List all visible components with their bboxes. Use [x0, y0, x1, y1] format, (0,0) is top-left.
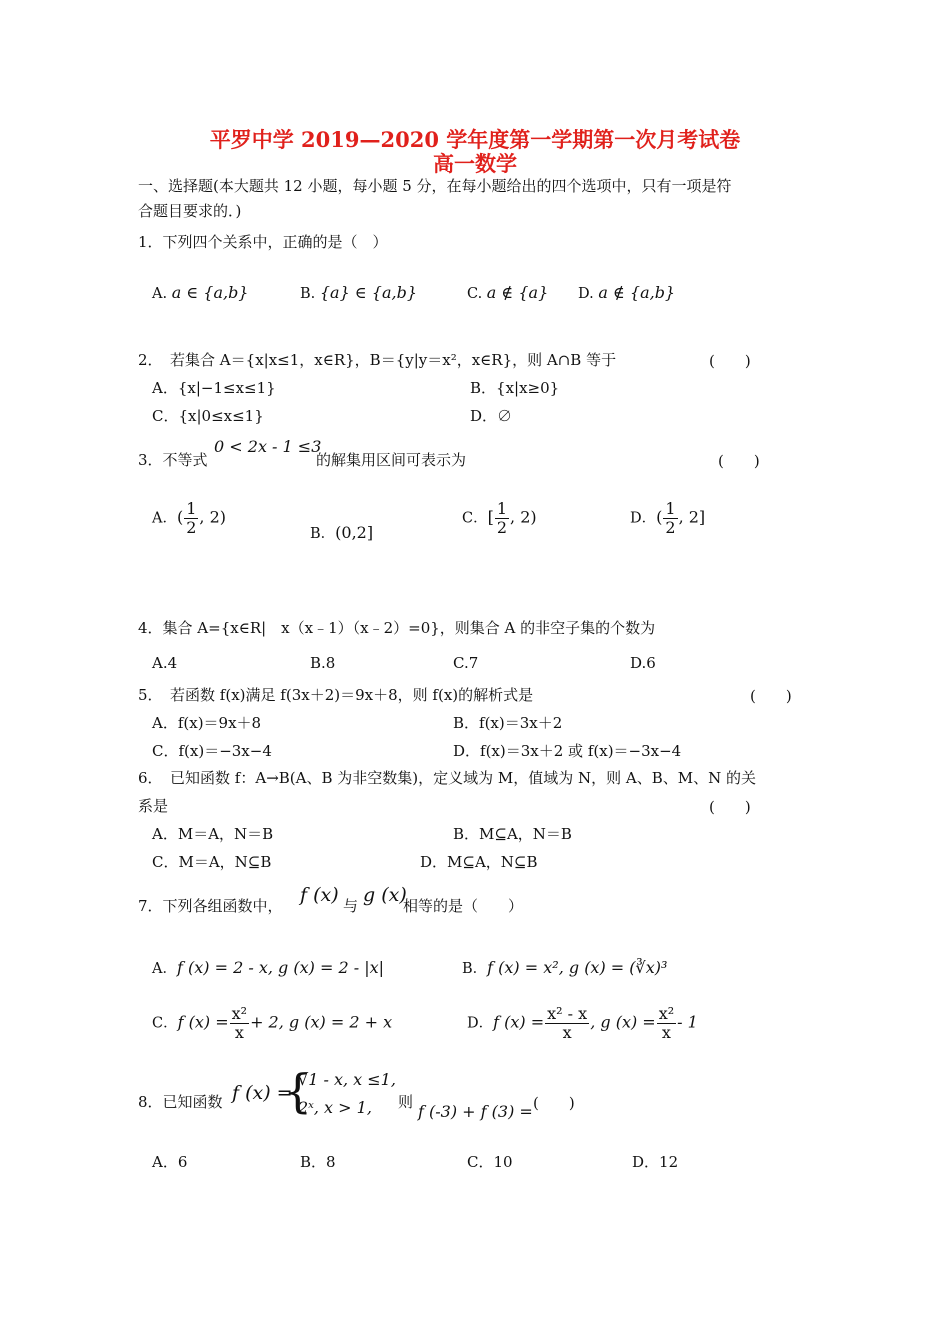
q5-option-a: A．f(x)＝9x＋8	[152, 714, 262, 732]
q7-g: g (x)	[363, 884, 407, 906]
q6-stem: 6． 已知函数 f：A→B(A、B 为非空数集)，定义域为 M，值域为 N，则 A、B、M、N 的关	[138, 769, 757, 787]
q8-case2: 2ˣ, x > 1,	[298, 1098, 372, 1117]
q7-option-b: B．f (x) = x², g (x) = (∛x)³	[462, 958, 668, 977]
q3-option-a: A．( $\frac{1}{2}$ , 2)	[152, 499, 227, 537]
section-intro: 一、选择题(本大题共 12 小题，每小题 5 分，在每小题给出的四个选项中，只有一项是符	[138, 177, 732, 195]
q7-option-d: D．f (x) = $\frac{\text{x² - x}}{x}$ , g (x) = $\frac{\text{x²}}{x}$ - 1	[467, 1004, 698, 1042]
q8-answer-blank: ( )	[533, 1094, 575, 1112]
q5-answer-blank: ( )	[750, 687, 792, 705]
q7-stem-post: 相等的是（ ）	[403, 897, 524, 915]
q3-stem-pre: 3．不等式	[138, 451, 208, 469]
q6-answer-blank: ( )	[709, 798, 751, 816]
q2-option-d: D．∅	[470, 407, 513, 425]
q2-option-c: C．{x|0≤x≤1}	[152, 407, 264, 425]
q2-option-b: B．{x|x≥0}	[470, 379, 560, 397]
q8-option-a: A．6	[152, 1153, 188, 1171]
q1-option-c: C. a ∉ {a}	[467, 283, 549, 302]
q8-function: f (x) =	[232, 1082, 293, 1104]
exam-subtitle: 高一数学	[433, 151, 517, 176]
q4-option-b: B.8	[310, 654, 336, 672]
q3-stem-post: 的解集用区间可表示为	[316, 451, 467, 469]
q8-option-c: C．10	[467, 1153, 513, 1171]
q1-option-b: B. {a} ∈ {a,b}	[300, 283, 418, 302]
q7-f: f (x)	[300, 884, 339, 906]
q7-stem-mid: 与	[343, 897, 359, 915]
q3-answer-blank: ( )	[718, 452, 760, 470]
q1-option-a: A. a ∈ {a,b}	[152, 283, 249, 302]
exam-title: 平罗中学 2019—2020 学年度第一学期第一次月考试卷	[209, 127, 741, 152]
q1-option-d: D. a ∉ {a,b}	[578, 283, 676, 302]
q6-option-a: A．M＝A，N＝B	[152, 825, 274, 843]
q5-stem: 5． 若函数 f(x)满足 f(3x＋2)＝9x＋8，则 f(x)的解析式是	[138, 686, 534, 704]
q6-stem-cont: 系是	[138, 797, 169, 815]
q8-option-b: B．8	[300, 1153, 336, 1171]
q1-stem: 1．下列四个关系中，正确的是（ ）	[138, 233, 388, 251]
q3-option-b: B．(0,2]	[310, 523, 374, 542]
q7-option-a: A．f (x) = 2 - x, g (x) = 2 - |x|	[152, 958, 385, 977]
q5-option-d: D．f(x)＝3x＋2 或 f(x)＝−3x−4	[453, 742, 682, 760]
q3-option-c: C．[ $\frac{1}{2}$ , 2)	[462, 499, 537, 537]
q2-answer-blank: ( )	[709, 352, 751, 370]
q8-option-d: D．12	[632, 1153, 679, 1171]
q8-brace: {	[283, 1064, 313, 1118]
q8-then: 则	[398, 1093, 414, 1111]
section-intro-cont: 合题目要求的．)	[138, 202, 242, 220]
q3-inequality: 0 < 2x - 1 ≤3	[214, 437, 322, 456]
q8-expression: f (-3) + f (3) =	[418, 1102, 533, 1121]
q7-stem-pre: 7．下列各组函数中，	[138, 897, 283, 915]
q6-option-c: C．M＝A，N⊆B	[152, 853, 272, 871]
q5-option-c: C．f(x)＝−3x−4	[152, 742, 272, 760]
q2-stem: 2． 若集合 A＝{x|x≤1，x∈R}，B＝{y|y＝x²，x∈R}，则 A∩B 等于	[138, 351, 617, 369]
q4-option-d: D.6	[630, 654, 656, 672]
q4-option-c: C.7	[453, 654, 479, 672]
q8-case1: √1 - x, x ≤1,	[298, 1070, 396, 1089]
q4-option-a: A.4	[152, 654, 178, 672]
q8-stem-pre: 8．已知函数	[138, 1093, 223, 1111]
q7-option-c: C．f (x) = $\frac{\text{x²}}{x}$ + 2, g (x) = 2 + x	[152, 1004, 393, 1042]
q6-option-b: B．M⊆A，N＝B	[453, 825, 572, 843]
q2-option-a: A．{x|−1≤x≤1}	[152, 379, 276, 397]
q4-stem: 4．集合 A={x∈R| x（x﹣1）（x﹣2）=0}，则集合 A 的非空子集的个数为	[138, 619, 656, 637]
q3-option-d: D．( $\frac{1}{2}$ , 2]	[630, 499, 706, 537]
q6-option-d: D．M⊆A，N⊆B	[420, 853, 538, 871]
q5-option-b: B．f(x)＝3x＋2	[453, 714, 563, 732]
